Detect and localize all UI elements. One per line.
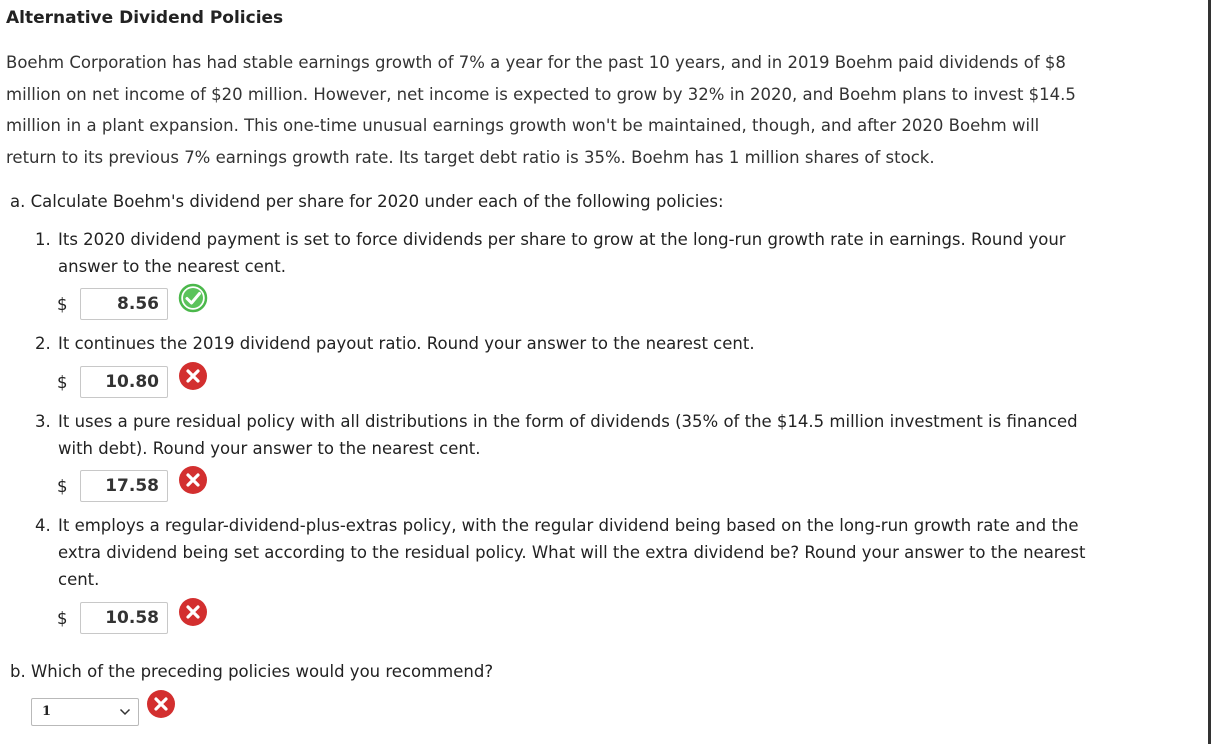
question-text: It employs a regular-dividend-plus-extras policy, with the regular dividend being based on the long-run growth rate and the (58, 516, 1079, 535)
currency-symbol: $ (57, 609, 68, 628)
question-3 (35, 408, 1195, 462)
question-2 (35, 330, 1195, 357)
recommend-policy-select[interactable] (31, 698, 139, 726)
intro-line: Boehm Corporation has had stable earnings growth of 7% a year for the past 10 years, and in 2019 Boehm paid dividends of $8 (6, 53, 1066, 72)
question-1 (35, 226, 1195, 280)
question-number: 4. (35, 516, 51, 535)
question-text: answer to the nearest cent. (58, 257, 286, 276)
answer-4-input[interactable]: 10.58 (80, 602, 168, 634)
problem-statement (6, 47, 1201, 173)
answer-1-input[interactable]: 8.56 (80, 288, 168, 320)
question-text: with debt). Round your answer to the nearest cent. (58, 439, 481, 458)
page-title: Alternative Dividend Policies (6, 8, 284, 28)
intro-line: return to its previous 7% earnings growth rate. Its target debt ratio is 35%. Boehm has 1 million shares of stock. (6, 147, 935, 167)
right-border (1208, 0, 1211, 744)
x-icon (178, 465, 208, 495)
question-text: cent. (58, 570, 100, 589)
select-value: 1 (42, 704, 52, 719)
x-icon (178, 597, 208, 627)
question-text: extra dividend being set according to the residual policy. What will the extra dividend be? Round your answer to the nearest (58, 543, 1086, 562)
x-icon (178, 361, 208, 391)
question-number: 1. (35, 230, 51, 249)
answer-2-input[interactable]: 10.80 (80, 366, 168, 398)
currency-symbol: $ (57, 477, 68, 496)
intro-line: million on net income of $20 million. However, net income is expected to grow by 32% in 2020, and Boehm plans to invest $14.5 (6, 84, 1076, 104)
question-4 (35, 512, 1195, 593)
question-number: 2. (35, 334, 51, 353)
check-icon (178, 283, 208, 313)
x-icon (146, 689, 176, 719)
currency-symbol: $ (57, 373, 68, 392)
question-text: It continues the 2019 dividend payout ratio. Round your answer to the nearest cent. (58, 334, 755, 353)
currency-symbol: $ (57, 295, 68, 314)
part-b-prompt: b. Which of the preceding policies would you recommend? (10, 662, 494, 681)
answer-3-input[interactable]: 17.58 (80, 470, 168, 502)
question-text: It uses a pure residual policy with all distributions in the form of dividends (35% of the $14.5 million investment is financed (58, 412, 1078, 431)
question-number: 3. (35, 412, 51, 431)
question-text: Its 2020 dividend payment is set to force dividends per share to grow at the long-run growth rate in earnings. Round your (58, 230, 1066, 249)
part-a-prompt: a. Calculate Boehm's dividend per share for 2020 under each of the following policies: (10, 192, 724, 211)
intro-line: million in a plant expansion. This one-time unusual earnings growth won't be maintained, though, and after 2020 Boehm will (6, 116, 1040, 135)
chevron-down-icon (119, 707, 131, 717)
